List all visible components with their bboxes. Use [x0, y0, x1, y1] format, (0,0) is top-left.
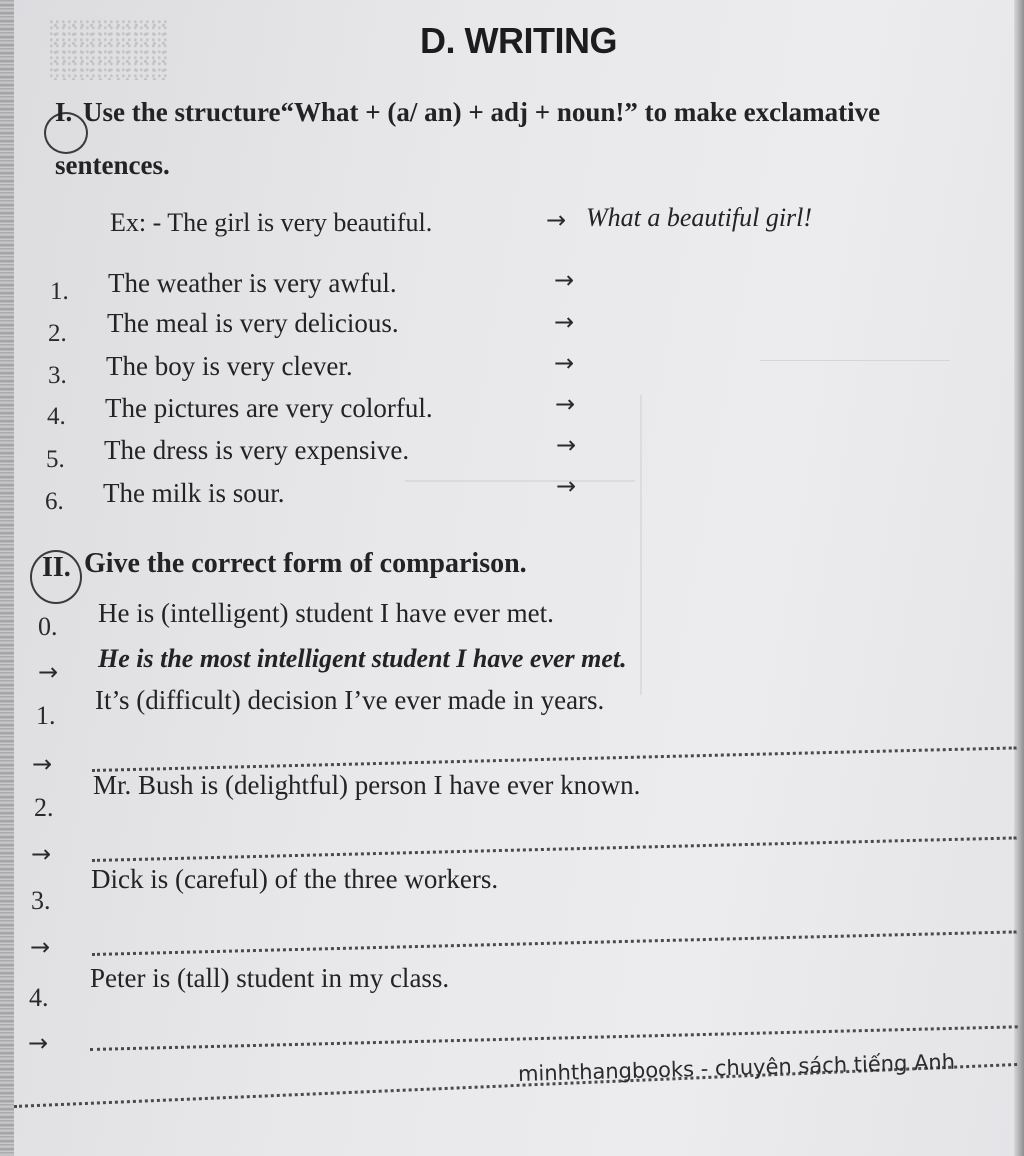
answer-arrow: →: [30, 933, 51, 961]
section-1-numeral: I.: [55, 97, 73, 127]
item-number: 5.: [46, 446, 65, 473]
answer-arrow: →: [555, 390, 576, 418]
answer-arrow: →: [38, 658, 59, 686]
answer-arrow: →: [31, 840, 52, 868]
item-number: 3.: [31, 886, 51, 915]
example-answer: What a beautiful girl!: [586, 203, 813, 232]
answer-arrow: →: [556, 431, 577, 459]
section-1-instruction-cont: sentences.: [55, 150, 170, 180]
answer-arrow: →: [554, 308, 575, 336]
exercise-sentence: The meal is very delicious.: [107, 308, 399, 338]
comparison-sentence: Dick is (careful) of the three workers.: [91, 864, 499, 894]
item-number: 4.: [47, 403, 66, 430]
item-number: 6.: [45, 488, 64, 515]
answer-arrow: →: [32, 750, 53, 778]
item-number: 2.: [48, 320, 67, 347]
item-number: 3.: [48, 362, 67, 389]
answer-line: [90, 1025, 1018, 1051]
item-number: 4.: [29, 983, 49, 1012]
example-answer: He is the most intelligent student I have ever met.: [98, 644, 627, 673]
show-through-rule: [405, 480, 635, 482]
page-left-edge: [0, 0, 14, 1156]
page-title: D. WRITING: [420, 20, 617, 61]
comparison-sentence: Peter is (tall) student in my class.: [90, 963, 450, 993]
section-2-instruction: Give the correct form of comparison.: [84, 548, 527, 579]
exercise-sentence: The dress is very expensive.: [104, 435, 410, 465]
section-1-instruction: Use the structure“What + (a/ an) + adj + noun!” to make exclamative: [83, 97, 881, 127]
publisher-footer: minhthangbooks - chuyên sách tiếng Anh: [517, 1049, 956, 1086]
answer-arrow: →: [554, 266, 575, 294]
exercise-sentence: The milk is sour.: [103, 478, 285, 508]
section-2-numeral: II.: [42, 552, 71, 583]
answer-line: [92, 930, 1017, 956]
item-number: 1.: [36, 701, 56, 730]
answer-line: [92, 746, 1017, 772]
answer-arrow: →: [554, 349, 575, 377]
comparison-sentence: Mr. Bush is (delightful) person I have ever known.: [93, 770, 641, 800]
answer-arrow: →: [28, 1029, 49, 1057]
example-prompt: Ex: - The girl is very beautiful.: [110, 208, 433, 237]
exercise-sentence: The boy is very clever.: [106, 351, 353, 381]
comparison-sentence: He is (intelligent) student I have ever met.: [98, 598, 554, 628]
exercise-sentence: The pictures are very colorful.: [105, 393, 433, 423]
exercise-sentence: The weather is very awful.: [108, 268, 397, 298]
item-number: 2.: [34, 793, 54, 822]
print-speckle: [50, 20, 170, 80]
comparison-sentence: It’s (difficult) decision I’ve ever made in years.: [95, 685, 605, 715]
show-through-mark: [760, 360, 950, 375]
item-number: 1.: [50, 278, 69, 305]
item-number: 0.: [38, 612, 58, 641]
example-arrow: →: [546, 206, 567, 234]
answer-line: [92, 836, 1017, 862]
answer-arrow: →: [556, 472, 577, 500]
page-right-edge: [1014, 0, 1024, 1156]
show-through-rule: [640, 395, 642, 695]
